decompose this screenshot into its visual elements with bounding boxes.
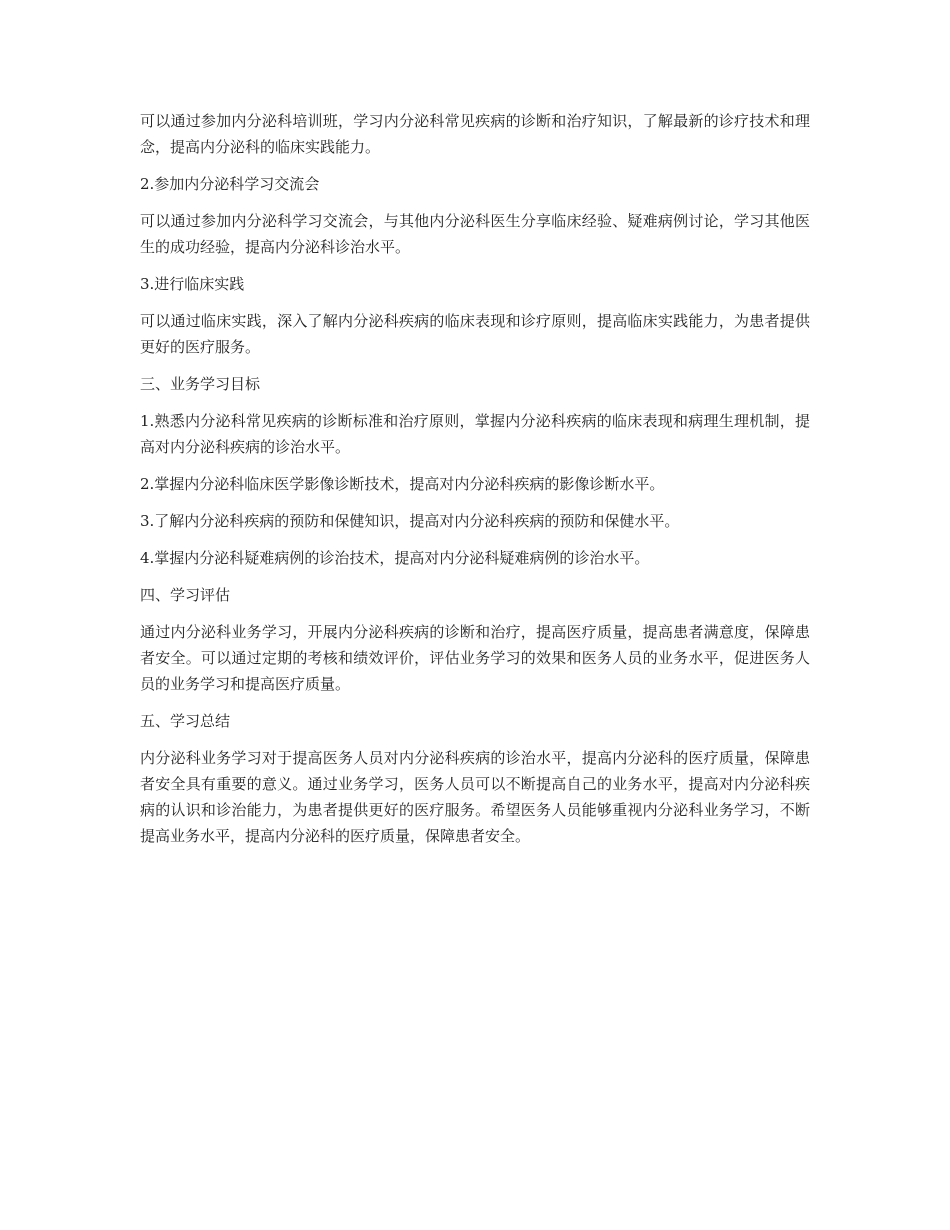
- item-heading-exchange-meeting: 2.参加内分泌科学习交流会: [140, 175, 320, 193]
- document-body: [140, 108, 810, 860]
- section-heading-goals: 三、业务学习目标: [140, 375, 261, 393]
- paragraph-clinical-practice: 可以通过临床实践，深入了解内分泌科疾病的临床表现和诊疗原则，提高临床实践能力，为患者提供更好的医疗服务。: [140, 312, 810, 356]
- goal-item-4: 4.掌握内分泌科疑难病例的诊治技术，提高对内分泌科疑难病例的诊治水平。: [140, 549, 650, 567]
- paragraph-evaluation: 通过内分泌科业务学习，开展内分泌科疾病的诊断和治疗，提高医疗质量，提高患者满意度，保障患者安全。可以通过定期的考核和绩效评价，评估业务学习的效果和医务人员的业务水平，促进医务人员的业务学习和提高医疗质量。: [140, 623, 810, 693]
- paragraph-exchange-meeting: 可以通过参加内分泌科学习交流会，与其他内分泌科医生分享临床经验、疑难病例讨论，学习其他医生的成功经验，提高内分泌科诊治水平。: [140, 212, 810, 256]
- paragraph-summary: 内分泌科业务学习对于提高医务人员对内分泌科疾病的诊治水平，提高内分泌科的医疗质量，保障患者安全具有重要的意义。通过业务学习，医务人员可以不断提高自己的业务水平，提高对内分泌科疾病的认识和诊治能力，为患者提供更好的医疗服务。希望医务人员能够重视内分泌科业务学习，不断提高业务水平，提高内分泌科的医疗质量，保障患者安全。: [140, 749, 810, 845]
- section-heading-evaluation: 四、学习评估: [140, 586, 231, 604]
- paragraph-training-class: 可以通过参加内分泌科培训班，学习内分泌科常见疾病的诊断和治疗知识，了解最新的诊疗技术和理念，提高内分泌科的临床实践能力。: [140, 112, 810, 156]
- section-heading-summary: 五、学习总结: [140, 712, 231, 730]
- goal-item-3: 3.了解内分泌科疾病的预防和保健知识，提高对内分泌科疾病的预防和保健水平。: [140, 512, 680, 530]
- goal-item-2: 2.掌握内分泌科临床医学影像诊断技术，提高对内分泌科疾病的影像诊断水平。: [140, 475, 665, 493]
- goal-item-1: 1.熟悉内分泌科常见疾病的诊断标准和治疗原则，掌握内分泌科疾病的临床表现和病理生理机制，提高对内分泌科疾病的诊治水平。: [140, 412, 810, 456]
- item-heading-clinical-practice: 3.进行临床实践: [140, 275, 245, 293]
